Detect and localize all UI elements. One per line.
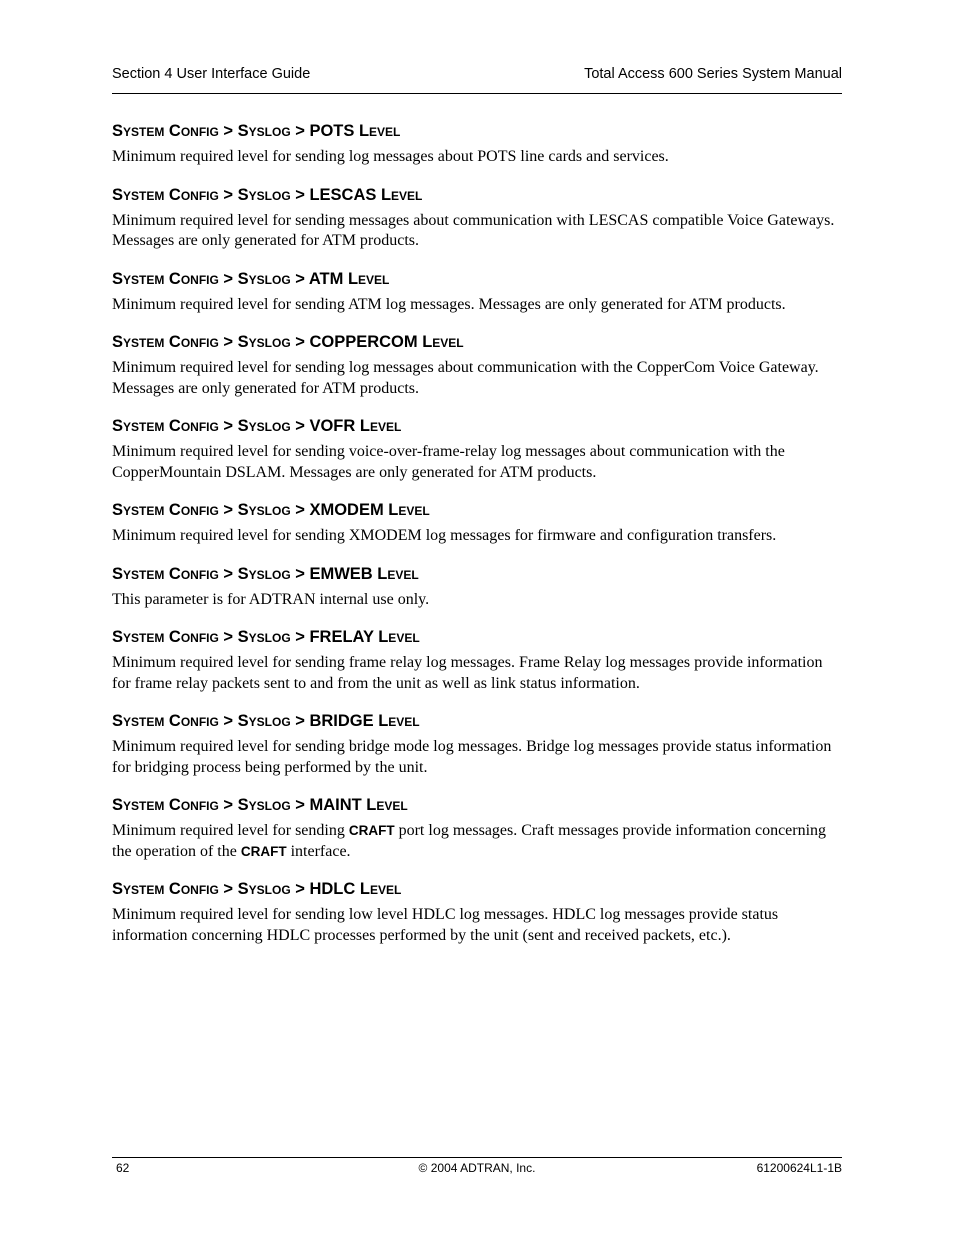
section-body: Minimum required level for sending bridge mode log messages. Bridge log messages provide status information for bridging process being performed by the unit. — [112, 738, 832, 776]
section-hdlc-level — [112, 879, 842, 946]
section-body: Minimum required level for sending log messages about POTS line cards and services. — [112, 148, 669, 165]
section-title: System Config > Syslog > LESCAS Level — [112, 185, 423, 204]
page-content — [112, 121, 842, 963]
page-footer — [112, 1157, 842, 1178]
section-body: Minimum required level for sending XMODEM log messages for firmware and configuration transfers. — [112, 527, 777, 544]
section-title: System Config > Syslog > ATM Level — [112, 269, 390, 288]
section-body: Minimum required level for sending voice-over-frame-relay log messages about communication with the CopperMountain DSLAM. Messages are only generated for ATM products. — [112, 443, 785, 481]
section-vofr-level — [112, 416, 842, 483]
section-coppercom-level — [112, 332, 842, 399]
section-body: Minimum required level for sending log messages about communication with the CopperCom Voice Gateway. Messages are only generated for ATM products. — [112, 359, 819, 397]
section-xmodem-level — [112, 500, 842, 547]
section-emweb-level — [112, 564, 842, 611]
body-text: Minimum required level for sending — [112, 822, 349, 839]
copyright-notice: © 2004 ADTRAN, Inc. — [418, 1161, 536, 1175]
section-title: System Config > Syslog > BRIDGE Level — [112, 712, 420, 730]
section-body: Minimum required level for sending frame relay log messages. Frame Relay log messages provide information for frame relay packets sent to and from the unit as well as link status information. — [112, 654, 823, 692]
header-manual-title: Total Access 600 Series System Manual — [584, 66, 842, 82]
section-title: System Config > Syslog > COPPERCOM Level — [112, 333, 464, 351]
section-body: This parameter is for ADTRAN internal use only. — [112, 590, 430, 608]
page-number: 62 — [116, 1161, 130, 1175]
body-text: interface. — [286, 842, 351, 860]
section-title: System Config > Syslog > XMODEM Level — [112, 501, 430, 519]
section-lescas-level — [112, 185, 842, 252]
section-maint-level — [112, 795, 842, 862]
section-title: System Config > Syslog > EMWEB Level — [112, 564, 419, 583]
craft-keyword: CRAFT — [348, 823, 395, 838]
section-body: Minimum required level for sending messages about communication with LESCAS compatible Voice Gateways. Messages are only generated for ATM products. — [112, 211, 835, 249]
header-section-label: Section 4 User Interface Guide — [112, 66, 311, 82]
section-bridge-level — [112, 711, 842, 778]
section-body — [112, 821, 842, 862]
section-title: System Config > Syslog > FRELAY Level — [112, 628, 420, 646]
section-title: System Config > Syslog > HDLC Level — [112, 880, 402, 898]
craft-keyword: CRAFT — [240, 843, 287, 859]
section-title: System Config > Syslog > POTS Level — [112, 122, 401, 140]
section-body: Minimum required level for sending ATM log messages. Messages are only generated for ATM products. — [112, 295, 786, 313]
section-atm-level — [112, 269, 842, 316]
section-title: System Config > Syslog > MAINT Level — [112, 796, 408, 814]
page-header — [112, 65, 842, 94]
section-frelay-level — [112, 627, 842, 694]
section-pots-level — [112, 121, 842, 168]
document-number: 61200624L1-1B — [756, 1161, 842, 1175]
section-title: System Config > Syslog > VOFR Level — [112, 417, 402, 435]
section-body: Minimum required level for sending low level HDLC log messages. HDLC log messages provide status information concerning HDLC processes performed by the unit (sent and received packets, etc.). — [112, 906, 779, 944]
body-text: port log messages. Craft messages provide information concerning the operation of the — [112, 822, 827, 860]
